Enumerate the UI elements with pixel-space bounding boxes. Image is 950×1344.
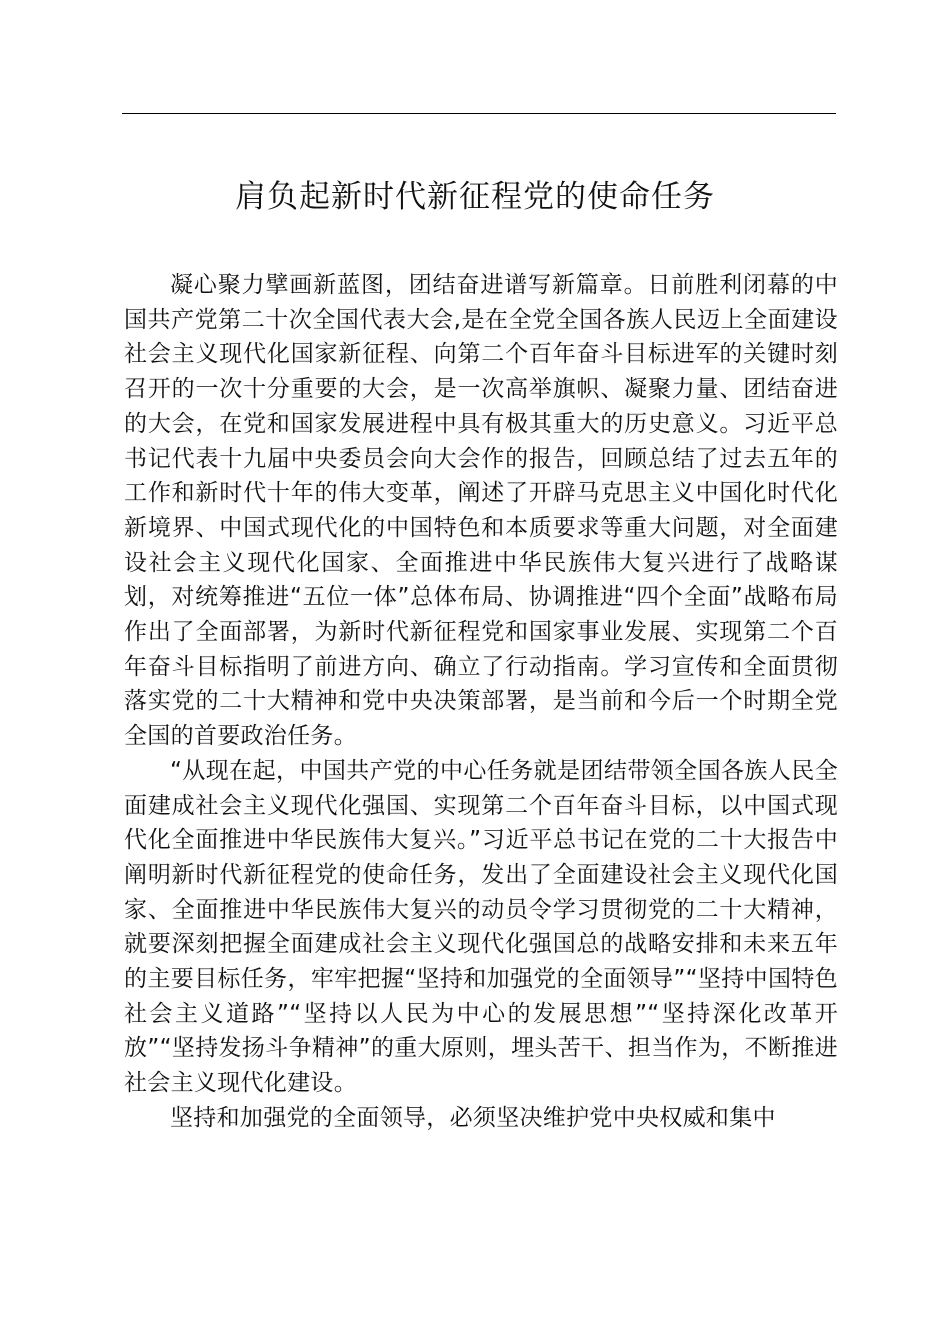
document-body	[124, 268, 838, 1136]
paragraph-2: “从现在起，中国共产党的中心任务就是团结带领全国各族人民全面建成社会主义现代化强国、实现第二个百年奋斗目标，以中国式现代化全面推进中华民族伟大复兴。”习近平总书记在党的二十大报告中阐明新时代新征程党的使命任务，发出了全面建设社会主义现代化国家、全面推进中华民族伟大复兴的动员令学习贯彻党的二十大精神，就要深刻把握全面建成社会主义现代化强国总的战略安排和未来五年的主要目标任务，牢牢把握“坚持和加强党的全面领导”“坚持中国特色社会主义道路”“坚持以人民为中心的发展思想”“坚持深化改革开放”“坚持发扬斗争精神”的重大原则，埋头苦干、担当作为，不断推进社会主义现代化建设。	[124, 757, 838, 1097]
document-title: 肩负起新时代新征程党的使命任务	[235, 179, 715, 215]
paragraph-1: 凝心聚力擘画新蓝图，团结奋进谱写新篇章。日前胜利闭幕的中国共产党第二十次全国代表大会,是在全党全国各族人民迈上全面建设社会主义现代化国家新征程、向第二个百年奋斗目标进军的关键时刻召开的一次十分重要的大会，是一次高举旗帜、凝聚力量、团结奋进的大会，在党和国家发展进程中具有极其重大的历史意义。习近平总书记代表十九届中央委员会向大会作的报告，回顾总结了过去五年的工作和新时代十年的伟大变革，阐述了开辟马克思主义中国化时代化新境界、中国式现代化的中国特色和本质要求等重大问题，对全面建设社会主义现代化国家、全面推进中华民族伟大复兴进行了战略谋划，对统筹推进“五位一体”总体布局、协调推进“四个全面”战略布局作出了全面部署，为新时代新征程党和国家事业发展、实现第二个百年奋斗目标指明了前进方向、确立了行动指南。学习宣传和全面贯彻落实党的二十大精神和党中央决策部署，是当前和今后一个时期全党全国的首要政治任务。	[124, 272, 838, 750]
header-rule	[122, 113, 836, 114]
paragraph-3: 坚持和加强党的全面领导，必须坚决维护党中央权威和集中	[170, 1104, 776, 1131]
